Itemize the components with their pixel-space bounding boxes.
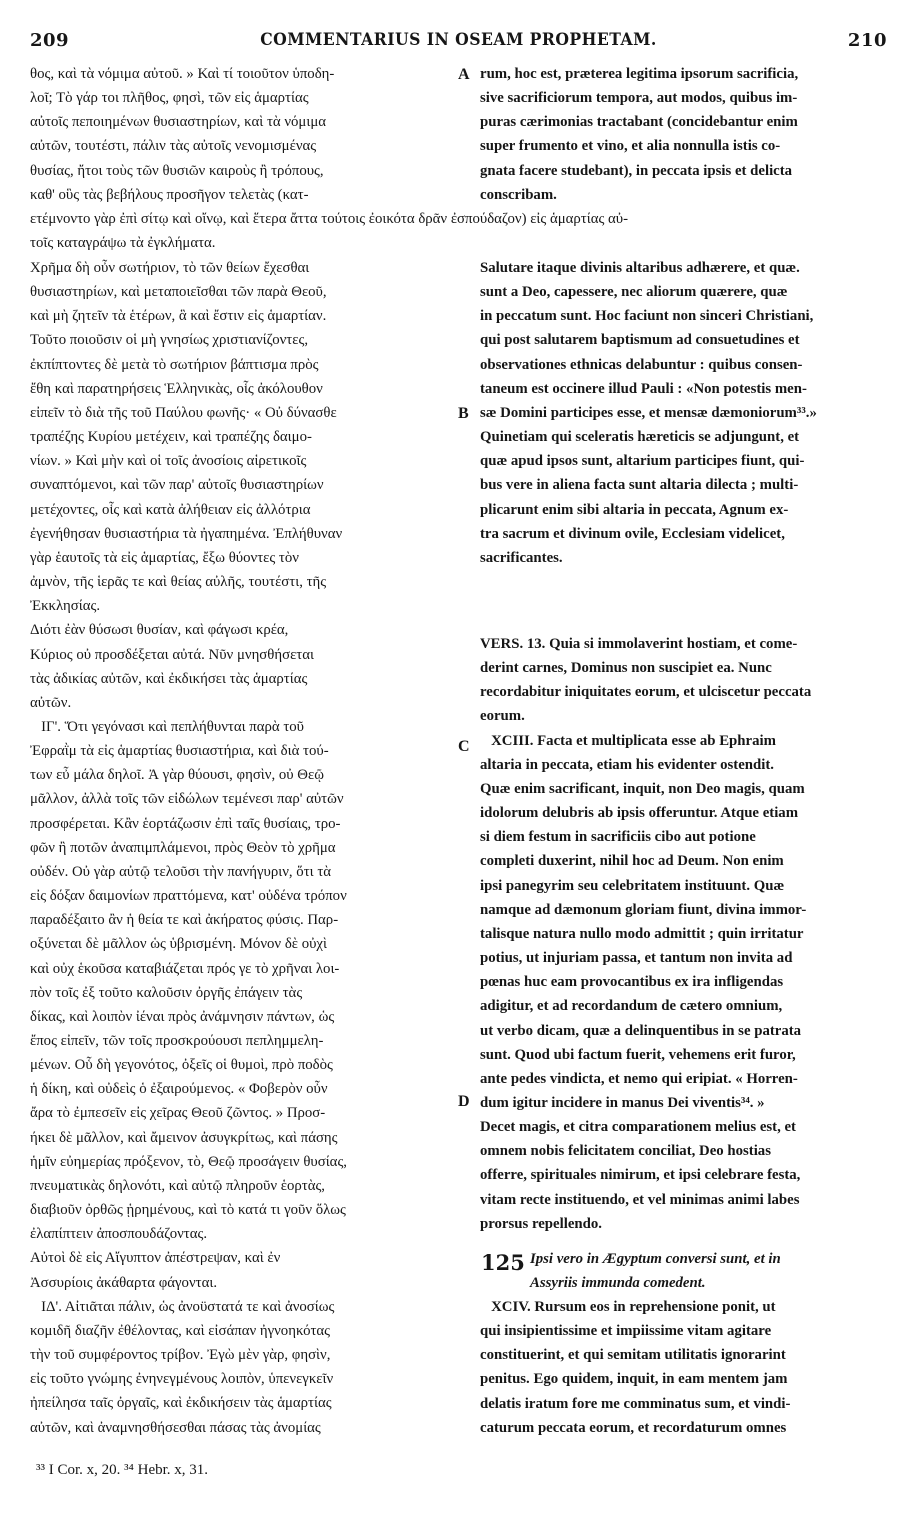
marginal-page-number: 125 — [481, 1250, 525, 1275]
latin-verse-13-commentary: VERS. 13. Quia si immolaverint hostiam, et come- derint carnes, Dominus non suscipiet ea. Nunc recordabitur iniquitates eorum, et ulciscetur peccata eorum. XCIII. Facta et multiplicata esse ab Ephraim altaria in peccata, etiam his evidenter ostendit. Quæ enim sacrificant, inquit, non Deo magis, quam idolorum delubris ab ipsis offeruntur. Atque etiam si diem festum in sacrificiis cibo aut potione completi duxerint, nihil hoc ad Deum. Non enim ipsi panegyrim seu celebritatem instituunt. Quæ namque ad dæmonum gloriam fiunt, divina immor- talisque natura nullo modo admittit ; quin irritatur potius, ut injuriam passa, et tantum non invita ad pœnas huc eam provocantibus ex ira infligendas adigitur, et ad recordandum de cætero omnium, ut verbo dicam, quæ a delinquentibus in se patrata sunt. Quod ubi factum fuerit, vehemens erit furor, ante pedes vindicta, et nemo qui eripiat. « Horren- dum igitur incidere in manus Dei viventis³⁴. » Decet magis, et citra comparationem melius est, et omnem nobis felicitatem conciliat, Deo hostias offerre, spirituales nimirum, et ipsi celebrare festa, vitam recte instituendo, et vel minimas animi labes prorsus repellendo. — [480, 636, 812, 1232]
page-header — [30, 30, 887, 60]
running-title: COMMENTARIUS IN OSEAM PROPHETAM. — [260, 30, 657, 50]
margin-letter-c: C — [458, 738, 470, 755]
page-number-right: 210 — [847, 30, 887, 51]
page-number-left: 209 — [30, 30, 70, 51]
greek-column-top: θος, καὶ τὰ νόμιμα αὐτοῦ. » Καὶ τί τοιοῦτον ὑποδη- λοῖ; Τὸ γάρ τοι πλῆθος, φησὶ, τῶν εἰς ἁμαρτίας αὐτοῖς πεποιημένων θυσιαστηρίων, καὶ τὰ νόμιμα αὐτῶν, τουτέστι, πάλιν τὰς αὐτοῖς νενομισμένας θυσίας, ἤτοι τοὺς τῶν θυσιῶν καιροὺς ἢ τρόπους, καθ' οὓς τὰς βεβήλους προσῆγον τελετὰς (κατ- — [30, 66, 335, 203]
margin-letter-a: A — [458, 66, 470, 83]
latin-verse-heading: Ipsi vero in Ægyptum conversi sunt, et in Assyriis immunda comedent. — [530, 1251, 781, 1292]
greek-column-main: Χρῆμα δὴ οὖν σωτήριον, τὸ τῶν θείων ἔχεσθαι θυσιαστηρίων, καὶ μεταποιεῖσθαι τῶν παρὰ Θεοῦ, καὶ μὴ ζητεῖν τὰ ἑτέρων, ἃ καὶ ἔστιν εἰς ἁμαρτίαν. Τοῦτο ποιοῦσιν οἱ μὴ γνησίως χριστιανίζοντες, ἐκπίπτοντες δὲ μετὰ τὸ σωτήριον βάπτισμα πρὸς ἔθη καὶ παρατηρήσεις Ἑλληνικὰς, οἷς ἀκόλουθον εἰπεῖν τὸ διὰ τῆς τοῦ Παύλου φωνῆς· « Οὐ δύνασθε τραπέζης Κυρίου μετέχειν, καὶ τραπέζης δαιμο- νίων. » Καὶ μὴν καὶ οἱ τοῖς ἀνοσίοις αἱρετικοῖς συναπτόμενοι, καὶ τῶν παρ' αὐτοῖς θυσιαστηρίων μετέχοντες, οἷς καὶ κατὰ ἀλήθειαν εἰς ἀλλότρια ἐγενήθησαν θυσιαστήρια τὰ ἠγαπημένα. Ἐπλήθυναν γὰρ ἑαυτοῖς τὰ εἰς ἁμαρτίας, ἔξω θύοντες τὸν ἀμνὸν, τῆς ἱερᾶς τε καὶ θείας αὐλῆς, τουτέστι, τῆς Ἐκκλησίας. Διότι ἐὰν θύσωσι θυσίαν, καὶ φάγωσι κρέα, Κύριος οὐ προσδέξεται αὐτά. Νῦν μνησθήσεται τὰς ἀδικίας αὐτῶν, καὶ ἐκδικήσει τὰς ἁμαρτίας αὐτῶν. ΙΓ'. Ὅτι γεγόνασι καὶ πεπλήθυνται παρὰ τοῦ Ἐφραῒμ τὰ εἰς ἁμαρτίας θυσιαστήρια, καὶ διὰ τού- των εὖ μάλα δηλοῖ. Ἀ γὰρ θύουσι, φησὶν, οὐ Θεῷ μᾶλλον, ἀλλὰ τοῖς τῶν εἰδώλων τεμένεσι παρ' αὐτῶν προσφέρεται. Κἂν ἑορτάζωσιν ἐπὶ ταῖς θυσίαις, τρο- φῶν ἢ ποτῶν ἀναπιμπλάμενοι, πρὸς Θεὸν τὸ χρῆμα οὐδέν. Οὐ γὰρ αὐτῷ τελοῦσι τὴν πανήγυριν, ὅτι τὰ εἰς δόξαν δαιμονίων πραττόμενα, κατ' οὐδένα τρόπον παραδέξαιτο ἂν ἡ θεία τε καὶ ἀκήρατος φύσις. Παρ- οξύνεται δὲ μᾶλλον ὡς ὑβρισμένη. Μόνον δὲ οὐχὶ καὶ οὐχ ἑκοῦσα καταβιάζεται πρός γε τὸ χρῆναι λοι- πὸν τοῖς ἐξ τοῦτο καλοῦσιν ὀργῆς ἐπάγειν τὰς δίκας, καὶ λοιπὸν ἰέναι πρὸς ἀνάμνησιν πάντων, ὡς ἔπος εἰπεῖν, τῶν τοῖς προσκρούουσι πεπλημμελη- μένων. Οὗ δὴ γεγονότος, ὀξεῖς οἱ θυμοὶ, πρὸ ποδὸς ἡ δίκη, καὶ οὐδεὶς ὁ ἐξαιρούμενος. « Φοβερὸν οὖν ἄρα τὸ ἐμπεσεῖν εἰς χεῖρας Θεοῦ ζῶντος. » Προσ- ήκει δὲ μᾶλλον, καὶ ἄμεινον ἀσυγκρίτως, καὶ πάσης ἡμῖν εὐημερίας πρόξενον, τὸ, Θεῷ προσάγειν θυσίας, πνευματικὰς δηλονότι, καὶ αὐτῷ πληροῦν ἑορτὰς, διαβιοῦν ὀρθῶς ᾑρημένους, καὶ τὸ κατά τι γοῦν ὅλως ἐλαπίπτειν ἀποσπουδάζοντας. Αὐτοὶ δὲ εἰς Αἴγυπτον ἀπέστρεψαν, καὶ ἐν Ἀσσυρίοις ἀκάθαρτα φάγονται. ΙΔ'. Αἰτιᾶται πάλιν, ὡς ἀνοϋστατά τε καὶ ἀνοσίως κομιδῆ διαζῆν ἐθέλοντας, καὶ εἰσάπαν ἠγνοηκότας τὴν τοῦ συμφέροντος τρίβον. Ἐγὼ μὲν γὰρ, φησὶν, εἰς τοῦτο γνώμης ἐνηνεγμένους λοιπὸν, ὑπενεγκεῖν ἠπείλησα ταῖς ὀργαῖς, καὶ ἐκδικήσειν τὰς ἁμαρτίας αὐτῶν, καὶ ἀναμνησθήσεσθαι πάσας τὰς ἀνομίας — [30, 260, 347, 1436]
footnotes: ³³ I Cor. x, 20. ³⁴ Hebr. x, 31. — [36, 1462, 209, 1478]
margin-letter-d: D — [458, 1093, 470, 1110]
latin-column-top: rum, hoc est, præterea legitima ipsorum sacrificia, sive sacrificiorum tempora, aut modos, quibus im- puras cærimonias tractabant (concidebantur enim super frumento et vino, et alia nonnulla istis co- gnata facere studebant), in peccata ipsis et delicta conscribam. — [480, 66, 799, 203]
greek-full-width-lines: ετέμνοντο γὰρ ἐπὶ σίτῳ καὶ οἴνῳ, καὶ ἕτερα ἄττα τούτοις ἐοικότα δρᾶν ἐσπούδαζον) εἰς ἁμαρτίας αὐ- τοῖς καταγράψω τὰ ἐγκλήματα. — [30, 211, 629, 252]
latin-paragraph-salutare: Salutare itaque divinis altaribus adhærere, et quæ. sunt a Deo, capessere, nec aliorum quærere, quæ in peccatum sunt. Hoc faciunt non sinceri Christiani, qui post salutarem baptismum ad consuetudines et observationes ethnicas delabuntur : quibus consen- taneum est occinere illud Pauli : «Non potestis men- sæ Domini participes esse, et mensæ dæmoniorum³³.» Quinetiam qui sceleratis hæreticis se adjungunt, et quæ apud ipsos sunt, altarium participes fiunt, qui- bus vere in aliena facta sunt altaria dilecta ; multi- plicarunt enim sibi altaria in peccata, Agnum ex- tra sacrum et divinum ovile, Ecclesiam videlicet, sacrificantes. — [480, 260, 817, 566]
latin-paragraph-xciv: XCIV. Rursum eos in reprehensione ponit, ut qui insipientissime et impiissime vitam agitare constituerint, et qui semitam utilitatis ignorarint penitus. Ego quidem, inquit, in eam mentem jam delatis iratum fore me comminatus sum, et vindi- caturum peccata eorum, et recordaturum omnes — [480, 1299, 791, 1436]
margin-letter-b: B — [458, 405, 469, 422]
